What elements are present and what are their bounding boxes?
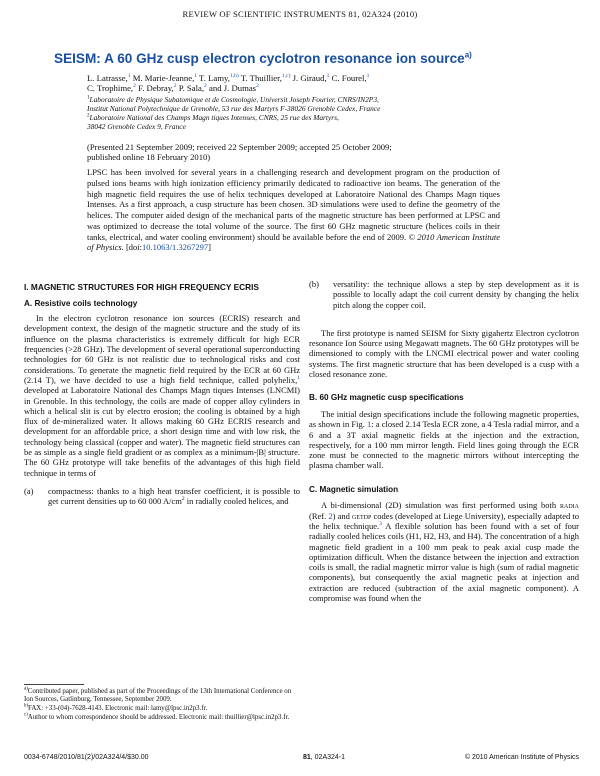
footnote-marker: b) [24,703,28,709]
abstract-body: LPSC has been involved for several years in a challenging research and development program on the production of pulsed ions beams with high ionization efficiency primarily dedicated to radioactive ion beams. The generation of the high magnetic field requires the use of helix techniques developed at Laboratoire National des Champs Magn tiques Intenses. As a first approach, a cusp structure has been chosen. 3D simulations were used to define the geometry of the helices. The computer aided design of the mechanical parts of the magnetic structure has been performed at LPSC and was optimized to decrease the total volume of the source. The first 60 GHz magnetic structure (helices coils in their tanks, electrical, and water cooling environment) should be available before the end of 2009. [87,167,500,242]
citation-link[interactable]: 3 [379,521,382,528]
author: C. Trophime, [87,83,134,94]
footnote-text: Contributed paper, published as part of the Proceedings of the 13th International Conference on Ion Sources, Gatlinburg, Tennessee, September 2009. [24,688,292,704]
publication-dates [87,142,497,163]
subsection-heading: B. 60 GHz magnetic cusp specifications [309,393,464,403]
footnote-text: Author to whom correspondence should be addressed. Electronic mail: thuillier@lpsc.in2p3.fr. [27,713,290,721]
paragraph [309,500,579,603]
list-label: (a) [24,485,34,496]
author: J. Giraud, [290,73,327,83]
author-affil-marker[interactable]: 1 [127,73,131,80]
affil-number: 2 [87,113,90,119]
paragraph-text: In the electron cyclotron resonance ion sources (ECRIS) research and development context, the design of the magnetic structure and the study of its influence on the plasma characteristics is extremely difficult for high ECR frequencies (>28 GHz). The development of several operational superconducting technologies for 60 GHz is not realistic due to technological risks and cost considerations. To generate the magnetic field required by the ECR at 60 GHz (2.14 T), we have decided to use a high field technique, called polyhelix, [24,313,300,385]
author-list [87,73,507,94]
abstract-copyright: © 2010 American Institute of Physics. [87,231,500,253]
affiliation-text: Institut National Polytechnique de Grenoble, 53 rue des Martyrs F-38026 Grenoble Cedex, France [87,104,381,114]
author-affil-marker[interactable]: 2 [256,83,259,90]
list-text: versatility: the technique allows a step by step development as it is possible to locally adapt the coil current density by changing the helix pitch along the copper coil. [333,279,579,310]
list-text-body: compactness: thanks to a high heat transfer coefficient, it is possible to get current densities up to 60 000 A/cm [48,485,300,507]
affiliation-text: 38042 Grenoble Cedex 9, France [87,122,186,132]
code-name: getdp [352,510,372,521]
author-affil-marker[interactable]: 1 [366,73,370,80]
left-column [24,282,300,507]
superscript: 2 [181,496,185,503]
citation-link[interactable]: 1 [297,375,300,382]
paragraph-text: A bi-dimensional (2D) simulation was first performed using both [321,500,560,511]
affiliations [87,95,487,131]
author-affil-marker[interactable]: 1 [326,73,330,80]
author: and J. Dumas [206,83,257,94]
page-number [274,754,374,761]
author: M. Marie-Jeanne, [130,73,195,83]
author: P. Sala, [176,83,205,94]
right-column [309,279,579,603]
page-id: , 02A324-1 [310,754,346,761]
list-item [309,279,579,310]
footnote [24,714,300,722]
list-text [48,486,300,507]
list-item [24,486,300,507]
footer-copyright: © 2010 American Institute of Physics [464,754,579,761]
author-affil-marker[interactable]: 2 [204,83,207,90]
journal-header: REVIEW OF SCIENTIFIC INSTRUMENTS 81, 02A324 (2010) [182,9,418,19]
figure-link[interactable]: 1 [367,419,372,430]
paragraph: The first prototype is named SEISM for Sixty gigahertz Electron cyclotron resonance Ion Source using Megawatt magnets. The 60 GHz prototypes will be dimensioned to comply with the LNCMI electrical power and water cooling systems. The first magnetic structure that has been developed is a cusp with a closed resonance zone. [309,327,579,380]
footnote-marker: c) [24,712,28,718]
paragraph [24,313,300,478]
citation-link[interactable]: 2 [328,510,333,521]
footnote [24,688,300,704]
subsection-heading: C. Magnetic simulation [309,484,399,494]
footer-code: 0034-6748/2010/81(2)/02A324/4/$30.00 [24,754,149,761]
paragraph-text: : a closed 2.14 Tesla ECR zone, a 4 Tesla radial mirror, and a 6 and a 3T axial magnetic fields at the injection and the extraction, respectively, for a 100 mm mirror length. Field lines going through the ECR zone must be connected to the magnetic mirrors without intercepting the plasma chamber wall. [309,419,579,471]
author-affil-marker[interactable]: 1,b) [229,73,239,80]
paragraph-text: (Ref. [309,510,329,521]
affil-number: 1 [87,95,90,101]
dates-line: (Presented 21 September 2009; received 22 September 2009; accepted 25 October 2009; [87,142,392,152]
footnotes [24,684,300,722]
author-affil-marker[interactable]: 2 [173,83,177,90]
author-affil-marker[interactable]: 1,c) [281,73,291,80]
paragraph-text: ) and [332,510,353,521]
paper-title [54,51,574,66]
affiliation-text: Laboratoire de Physique Subatomique et de Cosmologie, Universit Joseph Fourier, CNRS/IN2P3, [89,95,379,104]
paragraph-text: codes (developed at Liege University), especially adapted to the helix technique. [309,510,579,531]
abstract [87,167,500,253]
author: L. Latrasse, [87,73,128,83]
code-name: radia [560,500,579,511]
dates-line: published online 18 February 2010) [87,152,211,163]
doi-link[interactable]: 10.1063/1.3267297 [142,242,209,253]
list-text-end: in radially cooled helices, and [184,496,289,507]
paragraph-text: The initial design specifications include the following magnetic properties, as shown in Fig. [309,408,579,430]
author: T. Thuillier, [238,73,282,83]
list-label: (b) [309,279,319,289]
footnote-divider [24,684,84,685]
author: C. Fourel, [329,73,367,83]
paragraph [309,409,579,471]
footnote-text: FAX: +33-(04)-7628-4143. Electronic mail: lamy@lpsc.in2p3.fr. [28,704,208,712]
subsection-heading: A. Resistive coils technology [24,298,138,308]
volume-number: 81 [302,754,311,761]
title-text: SEISM: A 60 GHz cusp electron cyclotron resonance ion source [54,51,465,66]
author-affil-marker[interactable]: 1 [194,73,198,80]
author: T. Lamy, [197,73,230,83]
title-footnote-marker[interactable]: a) [464,50,472,60]
doi-prefix: [doi: [123,242,143,253]
author-affil-marker[interactable]: 2 [133,83,136,90]
affiliation-text: Laboratoire National des Champs Magn tiques Intenses, CNRS, 25 rue des Martyrs, [89,113,339,123]
footnote-marker: a) [24,686,28,692]
footnote [24,705,300,713]
author: F. Debray, [135,83,174,94]
paragraph-text: A flexible solution has been found with a set of four radially cooled helices coils (H1, H2, H3, and H4). The concentration of a high magnetic field gradient in a 100 mm peak to peak axial cusp made the optimization difficult. When the distance between the injection and extraction coils is small, the radial magnetic mirror value is high (sum of radial magnetic components), but consequently the axial magnetic peaks at injection and extraction are reduced (subtraction of the axial magnetic component). A compromise was found when the [309,520,579,604]
paragraph-text: developed at Laboratoire National des Champs Magn tiques Intenses (LNCMI) in Grenoble. In this technology, the coils are made of copper alloy cylinders in which a helical slit is cut by electro erosion; the cooling is obtained by a high flux of de-mineralized water. It allows making 60 GHz ECRIS research and development for an affordable price, a short design time and with low risk, the technology being classical (copper and water). The magnetic field structures can be as simple as a single field gradient or as complex as a minimum-|B| structure. The 60 GHz prototype will take benefits of the advantages of this high field technique in terms of [24,385,300,478]
section-heading: I. MAGNETIC STRUCTURES FOR HIGH FREQUENCY ECRIS [24,282,259,292]
doi-suffix: ] [208,242,211,253]
